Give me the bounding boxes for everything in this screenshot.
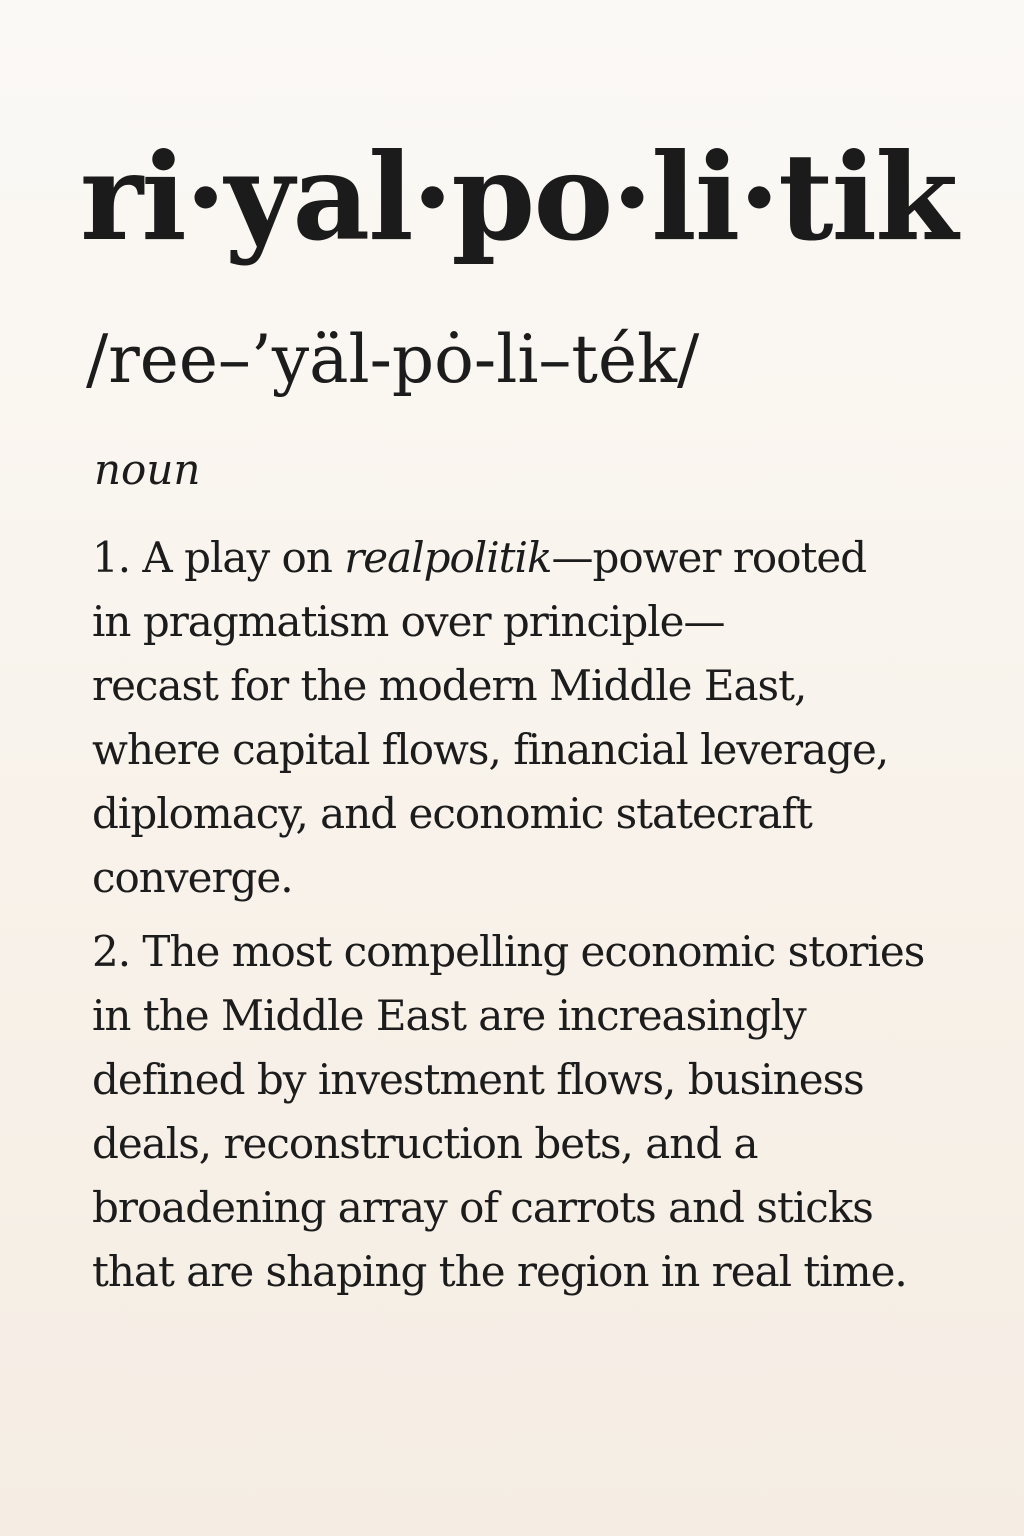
definition-2-line-5: broadening array of carrots and sticks: [92, 1183, 873, 1232]
definition-1-line-5: diplomacy, and economic statecraft: [92, 789, 812, 838]
definition-2-line-4: deals, reconstruction bets, and a: [92, 1119, 758, 1168]
definition-2-line-1-text: The most compelling economic stories: [130, 927, 925, 976]
definition-2: [92, 920, 992, 1304]
definition-1-line-6: converge.: [92, 853, 293, 902]
headword: ri·yal·po·li·tik: [80, 127, 957, 268]
definition-2-number: 2.: [92, 927, 131, 976]
definition-1: [92, 526, 992, 910]
definition-2-line-2: in the Middle East are increasingly: [92, 991, 806, 1040]
definition-1-text-after: —power rooted: [551, 533, 867, 582]
definition-2-line-1: [92, 920, 992, 984]
definition-1-line-4: where capital flows, financial leverage,: [92, 725, 889, 774]
definition-2-line-6: that are shaping the region in real time.: [92, 1247, 907, 1296]
definition-1-term: realpolitik: [344, 533, 552, 582]
definition-2-line-3: defined by investment flows, business: [92, 1055, 864, 1104]
definition-1-line-1: [92, 526, 992, 590]
definition-1-line-3: recast for the modern Middle East,: [92, 661, 807, 710]
definition-1-number: 1.: [92, 533, 131, 582]
definition-1-text-before: A play on: [130, 533, 345, 582]
definition-1-line-2: in pragmatism over principle—: [92, 597, 725, 646]
pronunciation: /ree–’yäl-pȯ-li–ték/: [86, 321, 700, 398]
part-of-speech: noun: [94, 445, 201, 494]
